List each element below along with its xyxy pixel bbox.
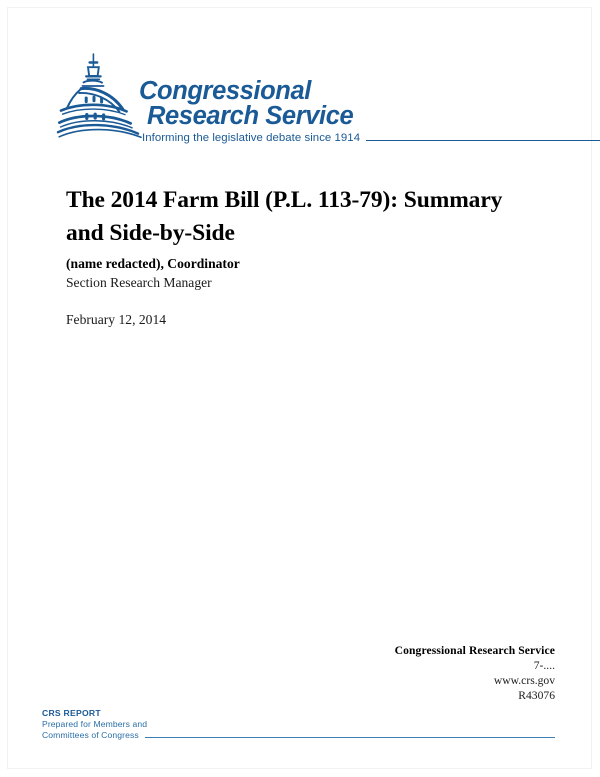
report-stamp-title: CRS REPORT [42,708,101,718]
colophon-report-number: R43076 [518,689,555,702]
wordmark-line-1: Congressional [139,77,311,105]
author-name: (name redacted), Coordinator [66,256,240,271]
colophon-organization: Congressional Research Service [394,644,555,657]
wordmark-line-2: Research Service [147,102,354,130]
colophon-phone: 7-.... [533,659,555,672]
capitol-dome-icon [56,52,148,140]
publication-date: February 12, 2014 [66,312,167,327]
report-stamp-subtitle-line-2: Committees of Congress [42,730,139,740]
crs-report-stamp [42,708,557,741]
report-stamp-rule [145,737,555,738]
tagline-row [142,132,600,144]
byline-block [66,254,486,292]
document-title: The 2014 Farm Bill (P.L. 113-79): Summary and Side-by-Side [66,186,503,246]
colophon-website[interactable]: www.crs.gov [493,674,555,687]
tagline-rule [366,140,600,141]
crs-masthead [56,52,556,144]
report-stamp-subtitle-line-1: Prepared for Members and [42,719,148,729]
report-stamp-last-row [42,730,555,741]
colophon-block [395,643,555,703]
author-role: Section Research Manager [66,275,212,290]
crs-wordmark [139,79,353,129]
crs-tagline: Informing the legislative debate since 1914 [142,132,361,144]
